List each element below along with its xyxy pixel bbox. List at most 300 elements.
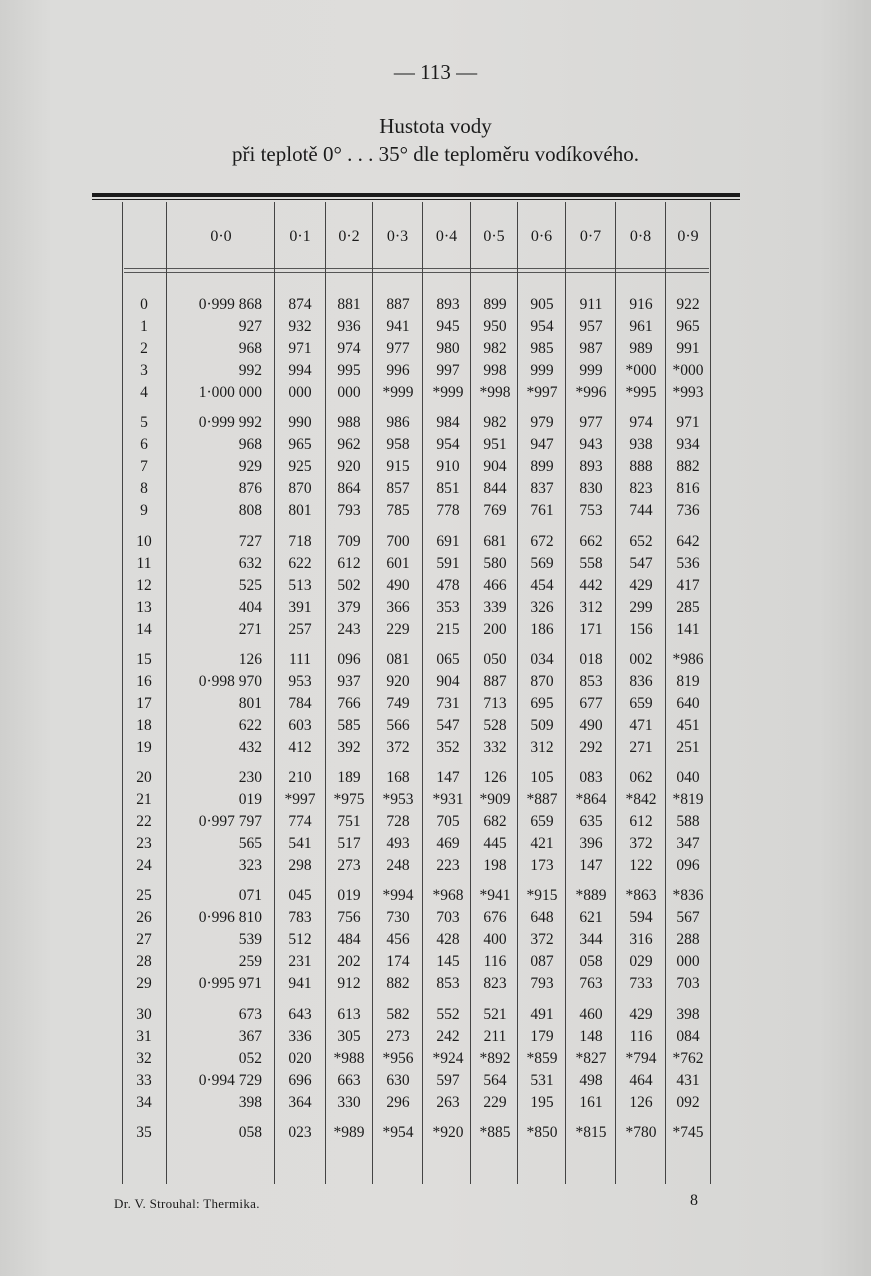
density-cell: 876 [238, 480, 262, 498]
density-cell: *924 [432, 1049, 464, 1067]
density-cell: 539 [238, 931, 262, 949]
density-cell: 292 [579, 738, 603, 756]
table-row [0, 953, 871, 977]
density-cell: 727 [238, 532, 262, 550]
temperature-cell: 28 [136, 953, 152, 971]
density-cell: 980 [436, 340, 460, 358]
density-cell: 396 [579, 835, 603, 853]
density-cell: 971 [676, 414, 700, 432]
density-cell: 947 [530, 436, 554, 454]
density-cell: 541 [288, 835, 312, 853]
table-row [0, 695, 871, 719]
density-cell: 454 [530, 576, 554, 594]
density-cell: 591 [436, 554, 460, 572]
density-cell: 766 [337, 694, 361, 712]
density-cell: 493 [386, 835, 410, 853]
density-cell: 985 [530, 340, 554, 358]
density-cell: 920 [337, 458, 361, 476]
temperature-cell: 31 [136, 1027, 152, 1045]
density-cell: 893 [579, 458, 603, 476]
density-cell: 996 [386, 362, 410, 380]
density-cell: *892 [479, 1049, 511, 1067]
density-cell: 398 [238, 1093, 262, 1111]
table-row [0, 909, 871, 933]
density-cell: *920 [432, 1123, 464, 1141]
density-cell: 243 [337, 620, 361, 638]
density-cell: 428 [436, 931, 460, 949]
temperature-cell: 17 [136, 694, 152, 712]
table-row [0, 769, 871, 793]
table-row [0, 1028, 871, 1052]
temperature-cell: 24 [136, 857, 152, 875]
density-cell: 659 [629, 694, 653, 712]
table-row [0, 318, 871, 342]
table-row [0, 599, 871, 623]
density-cell: 502 [337, 576, 361, 594]
density-cell: 299 [629, 598, 653, 616]
density-cell: 569 [530, 554, 554, 572]
density-cell: 643 [288, 1005, 312, 1023]
column-header: 0·1 [289, 228, 311, 245]
density-cell: 471 [629, 716, 653, 734]
column-header: 0·2 [338, 228, 360, 245]
density-cell: 621 [579, 909, 603, 927]
density-cell: 603 [288, 716, 312, 734]
density-cell: 210 [288, 769, 312, 786]
density-cell: 052 [238, 1049, 262, 1067]
density-cell: 971 [288, 340, 312, 358]
density-cell: 326 [530, 598, 554, 616]
table-row [0, 673, 871, 697]
density-cell: 259 [238, 953, 262, 971]
density-cell: *997 [526, 384, 558, 402]
footer-citation: Dr. V. Strouhal: Thermika. [114, 1196, 260, 1211]
density-cell: 713 [483, 694, 507, 712]
density-cell: 273 [337, 857, 361, 875]
column-header: 0·8 [629, 228, 652, 245]
density-cell: 954 [530, 318, 554, 336]
temperature-cell: 15 [136, 650, 152, 668]
density-cell: 830 [579, 480, 603, 498]
density-cell: *794 [625, 1049, 657, 1067]
density-cell: 065 [436, 650, 460, 668]
density-cell: 938 [629, 436, 653, 454]
density-cell: 954 [436, 436, 460, 454]
density-cell: 513 [288, 576, 312, 594]
density-cell: 034 [530, 650, 554, 668]
density-cell: 092 [676, 1093, 700, 1111]
density-cell: *889 [575, 887, 607, 905]
density-cell: 691 [436, 532, 460, 550]
density-cell: 156 [629, 620, 653, 638]
density-cell: 019 [337, 887, 361, 905]
temperature-cell: 20 [136, 769, 152, 786]
density-cell: 751 [337, 813, 361, 831]
table-row [0, 555, 871, 579]
density-cell: 801 [238, 694, 262, 712]
density-cell: 912 [337, 975, 361, 993]
table-row [0, 436, 871, 460]
density-cell: 718 [288, 532, 312, 550]
density-cell: 230 [238, 769, 262, 786]
density-cell: 316 [629, 931, 653, 949]
density-cell: *968 [432, 887, 464, 905]
density-cell: 126 [238, 650, 262, 668]
density-cell: 521 [483, 1005, 507, 1023]
density-cell: 147 [436, 769, 460, 786]
table-row [0, 813, 871, 837]
density-cell: 857 [386, 480, 410, 498]
density-cell: 783 [288, 909, 312, 927]
density-cell: 929 [238, 458, 262, 476]
density-cell: 000 [676, 953, 700, 971]
density-cell: 490 [386, 576, 410, 594]
density-cell: 353 [436, 598, 460, 616]
density-cell: 445 [483, 835, 507, 853]
density-cell: 937 [337, 672, 361, 690]
density-cell: 558 [579, 554, 603, 572]
density-cell: 366 [386, 598, 410, 616]
temperature-cell: 3 [140, 362, 148, 380]
table-row [0, 621, 871, 645]
density-cell: 231 [288, 953, 312, 971]
density-cell: 189 [337, 769, 361, 786]
density-cell: 352 [436, 738, 460, 756]
density-cell: 927 [238, 318, 262, 336]
table-row [0, 651, 871, 675]
density-cell: 851 [436, 480, 460, 498]
density-cell: 084 [676, 1027, 700, 1045]
density-cell: 498 [579, 1071, 603, 1089]
temperature-cell: 14 [136, 620, 152, 638]
density-cell: *996 [575, 384, 607, 402]
density-cell: 986 [386, 414, 410, 432]
density-cell: 733 [629, 975, 653, 993]
density-cell: 652 [629, 532, 653, 550]
density-cell: 332 [483, 738, 507, 756]
density-cell: 659 [530, 813, 554, 831]
density-cell: 171 [579, 620, 603, 638]
header-rule [124, 268, 709, 269]
column-header: 0·9 [677, 228, 699, 245]
density-cell: 582 [386, 1005, 410, 1023]
density-cell: 148 [579, 1027, 603, 1045]
density-cell: 081 [386, 650, 410, 668]
density-cell: 273 [386, 1027, 410, 1045]
density-cell: 323 [238, 857, 262, 875]
density-cell: 186 [530, 620, 554, 638]
density-cell: *885 [479, 1123, 511, 1141]
density-cell: 547 [629, 554, 653, 572]
density-cell: 998 [483, 362, 507, 380]
density-cell: 312 [579, 598, 603, 616]
density-cell: 999 [579, 362, 603, 380]
density-cell: 211 [483, 1027, 507, 1045]
density-cell: 531 [530, 1071, 554, 1089]
density-cell: 808 [238, 502, 262, 520]
density-cell: *762 [672, 1049, 704, 1067]
density-cell: 242 [436, 1027, 460, 1045]
density-cell: 979 [530, 414, 554, 432]
density-cell: 460 [579, 1005, 603, 1023]
density-cell: 512 [288, 931, 312, 949]
density-cell: 000 [337, 384, 361, 402]
table-row [0, 835, 871, 859]
temperature-cell: 19 [136, 738, 152, 756]
density-cell: 429 [629, 576, 653, 594]
density-cell: 769 [483, 502, 507, 520]
density-cell: 0·999 992 [198, 414, 262, 432]
density-cell: 837 [530, 480, 554, 498]
column-header: 0·5 [483, 228, 505, 245]
density-cell: 585 [337, 716, 361, 734]
temperature-cell: 34 [136, 1093, 152, 1111]
title-line-1: Hustota vody [379, 114, 492, 138]
density-cell: 536 [676, 554, 700, 572]
page-number: — 113 — [393, 60, 478, 84]
temperature-cell: 22 [136, 813, 152, 831]
density-cell: 058 [579, 953, 603, 971]
density-cell: 974 [629, 414, 653, 432]
density-cell: 882 [676, 458, 700, 476]
density-cell: 648 [530, 909, 554, 927]
density-cell: 195 [530, 1093, 554, 1111]
table-row [0, 931, 871, 955]
density-cell: 893 [436, 296, 460, 313]
column-header: 0·4 [435, 228, 458, 245]
density-cell: 058 [238, 1123, 262, 1141]
density-cell: 179 [530, 1027, 554, 1045]
table-row [0, 887, 871, 911]
density-cell: *745 [672, 1123, 704, 1141]
density-cell: 029 [629, 953, 653, 971]
density-cell: 915 [386, 458, 410, 476]
temperature-cell: 27 [136, 931, 152, 949]
density-cell: 753 [579, 502, 603, 520]
density-cell: 168 [386, 769, 410, 786]
column-header: 0·6 [530, 228, 553, 245]
density-cell: *842 [625, 791, 657, 809]
density-cell: 793 [337, 502, 361, 520]
density-cell: 215 [436, 620, 460, 638]
density-cell: *827 [575, 1049, 607, 1067]
table-row [0, 414, 871, 438]
density-cell: 174 [386, 953, 410, 971]
density-cell: 404 [238, 598, 262, 616]
temperature-cell: 23 [136, 835, 152, 853]
density-cell: *953 [382, 791, 414, 809]
density-cell: *988 [333, 1049, 365, 1067]
density-cell: *815 [575, 1123, 607, 1141]
table-row [0, 717, 871, 741]
density-cell: *941 [479, 887, 511, 905]
density-cell: 466 [483, 576, 507, 594]
density-cell: 932 [288, 318, 312, 336]
temperature-cell: 4 [140, 384, 148, 402]
density-cell: 836 [629, 672, 653, 690]
density-cell: 398 [676, 1005, 700, 1023]
density-cell: 672 [530, 532, 554, 550]
density-cell: *954 [382, 1123, 414, 1141]
density-cell: 801 [288, 502, 312, 520]
density-cell: 417 [676, 576, 700, 594]
density-cell: 992 [238, 362, 262, 380]
density-cell: 945 [436, 318, 460, 336]
density-cell: 263 [436, 1093, 460, 1111]
density-cell: 096 [337, 650, 361, 668]
density-cell: 0·998 970 [198, 672, 262, 690]
table-row [0, 480, 871, 504]
density-cell: 995 [337, 362, 361, 380]
density-cell: 429 [629, 1005, 653, 1023]
density-cell: 968 [238, 340, 262, 358]
density-cell: 223 [436, 857, 460, 875]
density-cell: 456 [386, 931, 410, 949]
table-row [0, 1050, 871, 1074]
density-cell: 062 [629, 769, 653, 786]
density-cell: 464 [629, 1071, 653, 1089]
density-cell: 987 [579, 340, 603, 358]
density-cell: 864 [337, 480, 361, 498]
density-cell: 023 [288, 1123, 312, 1141]
density-cell: 613 [337, 1005, 361, 1023]
density-cell: *994 [382, 887, 414, 905]
density-cell: 728 [386, 813, 410, 831]
density-cell: 312 [530, 738, 554, 756]
density-cell: 601 [386, 554, 410, 572]
temperature-cell: 25 [136, 887, 152, 905]
temperature-cell: 32 [136, 1049, 152, 1067]
table-row [0, 340, 871, 364]
density-cell: 0·997 797 [198, 813, 262, 831]
density-cell: 547 [436, 716, 460, 734]
density-cell: 695 [530, 694, 554, 712]
density-cell: 730 [386, 909, 410, 927]
density-cell: 019 [238, 791, 262, 809]
density-cell: 087 [530, 953, 554, 971]
density-cell: 756 [337, 909, 361, 927]
density-cell: 677 [579, 694, 603, 712]
density-cell: 566 [386, 716, 410, 734]
density-cell: 431 [676, 1071, 700, 1089]
density-cell: 525 [238, 576, 262, 594]
title-line-2: při teplotě 0° . . . 35° dle teploměru vodíkového. [232, 142, 639, 166]
density-cell: 147 [579, 857, 603, 875]
density-cell: *989 [333, 1123, 365, 1141]
table-row [0, 1006, 871, 1030]
density-cell: 920 [386, 672, 410, 690]
density-cell: 367 [238, 1027, 262, 1045]
density-cell: 528 [483, 716, 507, 734]
density-cell: 899 [483, 296, 507, 313]
density-cell: 950 [483, 318, 507, 336]
density-cell: 018 [579, 650, 603, 668]
table-row [0, 739, 871, 763]
density-cell: 517 [337, 835, 361, 853]
density-cell: 974 [337, 340, 361, 358]
density-cell: 392 [337, 738, 361, 756]
density-cell: 161 [579, 1093, 603, 1111]
density-cell: 083 [579, 769, 603, 786]
density-cell: 761 [530, 502, 554, 520]
density-cell: 0·995 971 [198, 975, 262, 993]
density-cell: 330 [337, 1093, 361, 1111]
density-cell: 336 [288, 1027, 312, 1045]
density-cell: 0·996 810 [198, 909, 262, 927]
density-cell: 916 [629, 296, 653, 313]
density-cell: 793 [530, 975, 554, 993]
density-cell: 905 [530, 296, 554, 313]
density-cell: 904 [483, 458, 507, 476]
density-cell: *931 [432, 791, 464, 809]
density-cell: 887 [483, 672, 507, 690]
density-cell: *909 [479, 791, 511, 809]
temperature-cell: 0 [140, 296, 148, 313]
density-cell: 982 [483, 340, 507, 358]
column-header: 0·3 [386, 228, 409, 245]
density-cell: 874 [288, 296, 312, 313]
density-cell: 126 [483, 769, 507, 786]
table-row [0, 384, 871, 408]
density-cell: 731 [436, 694, 460, 712]
density-cell: 391 [288, 598, 312, 616]
density-cell: 565 [238, 835, 262, 853]
density-cell: 819 [676, 672, 700, 690]
density-cell: 823 [629, 480, 653, 498]
density-cell: 977 [579, 414, 603, 432]
density-cell: 784 [288, 694, 312, 712]
density-cell: 122 [629, 857, 653, 875]
density-cell: 635 [579, 813, 603, 831]
density-cell: 990 [288, 414, 312, 432]
density-cell: 922 [676, 296, 700, 313]
density-cell: 594 [629, 909, 653, 927]
density-cell: 681 [483, 532, 507, 550]
density-cell: 111 [288, 650, 312, 668]
density-cell: *986 [672, 650, 704, 668]
table-row [0, 362, 871, 386]
density-cell: 888 [629, 458, 653, 476]
density-cell: 141 [676, 620, 700, 638]
density-cell: 774 [288, 813, 312, 831]
density-cell: *975 [333, 791, 365, 809]
temperature-cell: 2 [140, 340, 148, 358]
density-cell: 305 [337, 1027, 361, 1045]
density-cell: 925 [288, 458, 312, 476]
density-cell: 941 [288, 975, 312, 993]
density-cell: *864 [575, 791, 607, 809]
density-cell: 632 [238, 554, 262, 572]
column-header: 0·7 [579, 228, 602, 245]
density-cell: 984 [436, 414, 460, 432]
density-cell: 936 [337, 318, 361, 336]
page-title [0, 112, 871, 168]
density-cell: *819 [672, 791, 704, 809]
density-cell: *863 [625, 887, 657, 905]
top-rule-thin [92, 199, 740, 200]
density-cell: 736 [676, 502, 700, 520]
density-cell: *999 [432, 384, 464, 402]
density-cell: 881 [337, 296, 361, 313]
density-cell: 941 [386, 318, 410, 336]
temperature-cell: 18 [136, 716, 152, 734]
density-cell: 662 [579, 532, 603, 550]
density-cell: *993 [672, 384, 704, 402]
density-cell: 285 [676, 598, 700, 616]
density-cell: 988 [337, 414, 361, 432]
density-cell: 412 [288, 738, 312, 756]
density-cell: 040 [676, 769, 700, 786]
